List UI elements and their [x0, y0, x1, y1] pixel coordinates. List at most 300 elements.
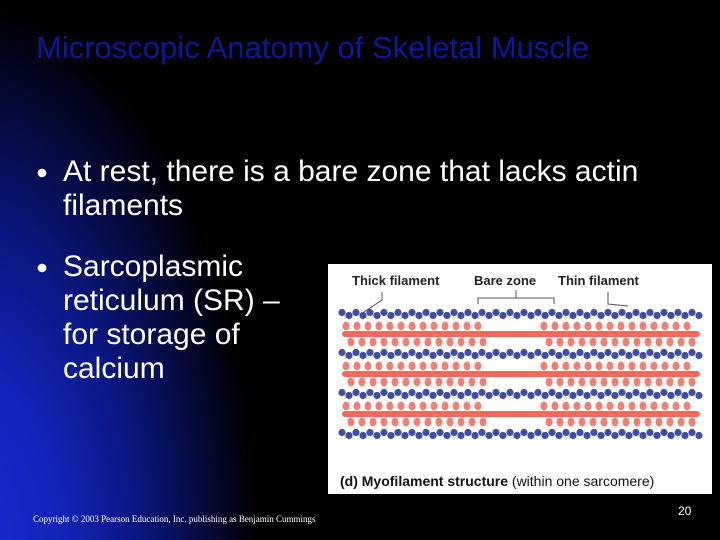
myosin-head — [673, 402, 680, 411]
myosin-head — [601, 418, 608, 427]
myosin-head — [464, 362, 471, 371]
myosin-head — [645, 338, 652, 347]
myosin-head — [359, 418, 366, 427]
actin-bead — [408, 389, 415, 396]
actin-bead — [408, 429, 415, 436]
myosin-head — [376, 402, 383, 411]
myosin-head — [387, 322, 394, 331]
bullet-text: At rest, there is a bare zone that lacks actin filaments — [63, 155, 639, 222]
myosin-head — [689, 338, 696, 347]
myosin-head — [398, 322, 405, 331]
actin-bead — [387, 352, 394, 359]
myosin-head — [480, 378, 487, 387]
actin-bead — [408, 349, 415, 356]
actin-bead — [646, 389, 653, 396]
actin-bead — [506, 389, 513, 396]
myosin-head — [629, 362, 636, 371]
actin-bead — [394, 429, 401, 436]
bare-zone-bracket — [478, 298, 554, 304]
myosin-head — [354, 362, 361, 371]
actin-bead — [373, 432, 380, 439]
actin-bead — [450, 389, 457, 396]
myosin-head — [453, 402, 460, 411]
myosin-head — [607, 362, 614, 371]
actin-bead — [660, 309, 667, 316]
myosin-head — [469, 378, 476, 387]
page-number: 20 — [678, 504, 692, 518]
actin-bead — [632, 349, 639, 356]
myosin-head — [640, 362, 647, 371]
actin-bead — [387, 312, 394, 319]
bullet-text: Sarcoplasmic reticulum (SR) – for storage of calcium — [63, 250, 280, 385]
myosin-head — [667, 378, 674, 387]
actin-bead — [667, 352, 674, 359]
myosin-head — [354, 322, 361, 331]
myosin-head — [585, 402, 592, 411]
actin-bead — [646, 309, 653, 316]
actin-bead — [359, 312, 366, 319]
myosin-head — [480, 418, 487, 427]
myosin-head — [579, 378, 586, 387]
myosin-head — [403, 338, 410, 347]
myosin-head — [370, 338, 377, 347]
actin-bead — [576, 429, 583, 436]
actin-bead — [499, 432, 506, 439]
myosin-head — [590, 378, 597, 387]
myosin-head — [453, 322, 460, 331]
thin-filament — [338, 309, 702, 319]
actin-bead — [366, 349, 373, 356]
actin-bead — [667, 392, 674, 399]
actin-bead — [345, 392, 352, 399]
thick-leader-line — [364, 292, 382, 312]
thick-filament-label: Thick filament — [352, 273, 440, 288]
myosin-head — [596, 402, 603, 411]
actin-bead — [541, 392, 548, 399]
actin-bead — [562, 389, 569, 396]
myosin-head — [431, 402, 438, 411]
actin-bead — [387, 392, 394, 399]
myosin-head — [414, 338, 421, 347]
actin-bead — [674, 429, 681, 436]
myosin-head — [623, 338, 630, 347]
myosin-head — [656, 338, 663, 347]
myosin-head — [343, 322, 350, 331]
actin-bead — [604, 309, 611, 316]
thick-filament — [342, 402, 700, 427]
actin-bead — [618, 429, 625, 436]
myosin-head — [673, 322, 680, 331]
myosin-head — [420, 362, 427, 371]
myosin-head — [574, 362, 581, 371]
myosin-head — [398, 402, 405, 411]
actin-bead — [520, 389, 527, 396]
myosin-head — [370, 418, 377, 427]
actin-bead — [513, 352, 520, 359]
actin-bead — [674, 389, 681, 396]
actin-bead — [457, 392, 464, 399]
actin-bead — [478, 309, 485, 316]
actin-bead — [450, 429, 457, 436]
actin-bead — [583, 432, 590, 439]
actin-bead — [632, 309, 639, 316]
actin-bead — [471, 432, 478, 439]
myosin-head — [662, 362, 669, 371]
myosin-head — [689, 418, 696, 427]
myosin-head — [409, 322, 416, 331]
myosin-head — [414, 378, 421, 387]
myosin-head — [568, 378, 575, 387]
actin-bead — [436, 309, 443, 316]
actin-bead — [541, 432, 548, 439]
myosin-head — [392, 418, 399, 427]
actin-bead — [534, 429, 541, 436]
myosin-head — [684, 362, 691, 371]
actin-bead — [632, 389, 639, 396]
myosin-head — [414, 418, 421, 427]
myosin-head — [475, 362, 482, 371]
actin-bead — [611, 312, 618, 319]
myosin-head — [403, 378, 410, 387]
actin-bead — [464, 309, 471, 316]
actin-bead — [506, 309, 513, 316]
myosin-head — [678, 378, 685, 387]
actin-bead — [394, 349, 401, 356]
actin-bead — [373, 352, 380, 359]
actin-bead — [541, 312, 548, 319]
actin-bead — [653, 432, 660, 439]
actin-bead — [429, 432, 436, 439]
actin-bead — [457, 352, 464, 359]
myosin-head — [475, 402, 482, 411]
myofilament-figure — [328, 264, 712, 494]
myosin-head — [365, 322, 372, 331]
actin-bead — [555, 352, 562, 359]
myosin-head — [618, 362, 625, 371]
actin-bead — [527, 392, 534, 399]
actin-bead — [366, 309, 373, 316]
actin-bead — [695, 352, 702, 359]
myosin-head — [387, 362, 394, 371]
actin-bead — [681, 432, 688, 439]
actin-bead — [415, 312, 422, 319]
myosin-head — [678, 418, 685, 427]
myosin-head — [629, 402, 636, 411]
actin-bead — [520, 429, 527, 436]
actin-bead — [338, 429, 345, 436]
myosin-head — [348, 338, 355, 347]
myosin-head — [376, 322, 383, 331]
actin-bead — [688, 309, 695, 316]
actin-bead — [520, 309, 527, 316]
actin-bead — [653, 392, 660, 399]
actin-bead — [590, 349, 597, 356]
actin-bead — [422, 349, 429, 356]
myosin-head — [420, 402, 427, 411]
myosin-head — [431, 362, 438, 371]
myosin-head — [662, 322, 669, 331]
actin-bead — [352, 349, 359, 356]
actin-bead — [597, 392, 604, 399]
myosin-head — [596, 322, 603, 331]
actin-bead — [597, 352, 604, 359]
actin-bead — [611, 432, 618, 439]
actin-bead — [660, 389, 667, 396]
myosin-head — [552, 322, 559, 331]
actin-bead — [639, 352, 646, 359]
actin-bead — [380, 389, 387, 396]
myosin-head — [563, 362, 570, 371]
myosin-head — [640, 402, 647, 411]
actin-bead — [345, 312, 352, 319]
myosin-head — [585, 322, 592, 331]
actin-bead — [681, 352, 688, 359]
actin-bead — [345, 352, 352, 359]
actin-bead — [695, 392, 702, 399]
caption-bold: (d) Myofilament structure — [340, 473, 509, 489]
myosin-head — [348, 418, 355, 427]
actin-bead — [527, 352, 534, 359]
actin-bead — [408, 309, 415, 316]
thick-filament — [342, 322, 700, 347]
myosin-head — [458, 378, 465, 387]
actin-bead — [478, 349, 485, 356]
actin-bead — [513, 312, 520, 319]
myosin-head — [442, 362, 449, 371]
actin-bead — [415, 392, 422, 399]
actin-bead — [555, 312, 562, 319]
thick-filament-shaft — [342, 331, 700, 337]
myosin-head — [464, 322, 471, 331]
actin-bead — [653, 352, 660, 359]
myosin-head — [640, 322, 647, 331]
actin-bead — [401, 392, 408, 399]
actin-bead — [576, 309, 583, 316]
myosin-head — [392, 378, 399, 387]
actin-bead — [562, 349, 569, 356]
actin-bead — [499, 352, 506, 359]
actin-bead — [352, 429, 359, 436]
myosin-head — [343, 362, 350, 371]
myosin-head — [370, 378, 377, 387]
myosin-head — [563, 322, 570, 331]
myosin-head — [612, 378, 619, 387]
actin-bead — [625, 352, 632, 359]
thin-filament — [338, 389, 702, 399]
myosin-head — [662, 402, 669, 411]
actin-bead — [527, 432, 534, 439]
myosin-head — [453, 362, 460, 371]
myosin-head — [348, 378, 355, 387]
actin-bead — [429, 352, 436, 359]
actin-bead — [443, 352, 450, 359]
actin-bead — [359, 392, 366, 399]
myosin-head — [634, 338, 641, 347]
actin-bead — [422, 309, 429, 316]
myosin-head — [425, 378, 432, 387]
myosin-head — [678, 338, 685, 347]
actin-bead — [569, 432, 576, 439]
bullet-item-bare-zone — [37, 155, 683, 223]
caption-rest: (within one sarcomere) — [508, 473, 655, 489]
myosin-head — [568, 338, 575, 347]
myosin-head — [398, 362, 405, 371]
myosin-head — [684, 402, 691, 411]
actin-bead — [499, 312, 506, 319]
actin-bead — [618, 389, 625, 396]
actin-bead — [639, 432, 646, 439]
actin-bead — [625, 312, 632, 319]
myosin-head — [684, 322, 691, 331]
actin-bead — [380, 429, 387, 436]
actin-bead — [590, 309, 597, 316]
myosin-head — [568, 418, 575, 427]
actin-bead — [548, 349, 555, 356]
actin-bead — [443, 392, 450, 399]
thin-leader-line — [608, 292, 628, 306]
actin-bead — [499, 392, 506, 399]
actin-bead — [436, 429, 443, 436]
actin-bead — [506, 429, 513, 436]
actin-bead — [555, 432, 562, 439]
myosin-head — [381, 338, 388, 347]
actin-bead — [520, 349, 527, 356]
thin-filament-label: Thin filament — [558, 273, 639, 288]
actin-bead — [576, 389, 583, 396]
myosin-head — [541, 402, 548, 411]
myosin-head — [673, 362, 680, 371]
actin-bead — [506, 349, 513, 356]
myosin-head — [354, 402, 361, 411]
myosin-head — [634, 418, 641, 427]
figure-caption — [340, 473, 654, 489]
myosin-head — [656, 418, 663, 427]
myosin-head — [607, 402, 614, 411]
actin-bead — [352, 389, 359, 396]
actin-bead — [569, 312, 576, 319]
myosin-head — [607, 322, 614, 331]
myosin-head — [596, 362, 603, 371]
myosin-head — [541, 362, 548, 371]
myosin-head — [618, 402, 625, 411]
actin-bead — [492, 309, 499, 316]
actin-bead — [366, 389, 373, 396]
actin-bead — [485, 432, 492, 439]
bullet-dot-icon: ⦁ — [37, 256, 47, 278]
myosin-head — [546, 378, 553, 387]
actin-bead — [450, 349, 457, 356]
actin-bead — [338, 389, 345, 396]
myosin-head — [480, 338, 487, 347]
myosin-head — [601, 378, 608, 387]
actin-bead — [457, 312, 464, 319]
actin-bead — [338, 349, 345, 356]
myosin-head — [365, 402, 372, 411]
actin-bead — [485, 312, 492, 319]
myosin-head — [409, 362, 416, 371]
copyright-notice: Copyright © 2003 Pearson Education, Inc. publishing as Benjamin Cummings — [33, 514, 316, 524]
actin-bead — [541, 352, 548, 359]
myosin-head — [645, 378, 652, 387]
actin-bead — [688, 429, 695, 436]
actin-bead — [450, 309, 457, 316]
myosin-head — [612, 338, 619, 347]
actin-bead — [688, 349, 695, 356]
bullet-item-sarcoplasmic-reticulum — [37, 250, 303, 386]
myosin-head — [612, 418, 619, 427]
actin-bead — [485, 392, 492, 399]
myosin-head — [601, 338, 608, 347]
myosin-head — [442, 402, 449, 411]
myosin-head — [656, 378, 663, 387]
myosin-head — [464, 402, 471, 411]
myosin-head — [387, 402, 394, 411]
myosin-head — [667, 338, 674, 347]
myosin-head — [552, 362, 559, 371]
actin-bead — [457, 432, 464, 439]
actin-bead — [415, 432, 422, 439]
actin-bead — [639, 392, 646, 399]
bullet-dot-icon: ⦁ — [37, 161, 47, 183]
actin-bead — [380, 309, 387, 316]
myosin-head — [557, 378, 564, 387]
myosin-head — [579, 418, 586, 427]
myosin-head — [403, 418, 410, 427]
actin-bead — [548, 309, 555, 316]
myosin-head — [392, 338, 399, 347]
actin-bead — [492, 429, 499, 436]
actin-bead — [436, 389, 443, 396]
actin-bead — [583, 392, 590, 399]
actin-bead — [429, 312, 436, 319]
actin-bead — [674, 349, 681, 356]
myosin-head — [376, 362, 383, 371]
actin-bead — [583, 312, 590, 319]
actin-bead — [415, 352, 422, 359]
myosin-head — [541, 322, 548, 331]
myosin-head — [458, 338, 465, 347]
actin-bead — [653, 312, 660, 319]
actin-bead — [429, 392, 436, 399]
actin-bead — [401, 352, 408, 359]
myosin-head — [458, 418, 465, 427]
myosin-head — [689, 378, 696, 387]
actin-bead — [436, 349, 443, 356]
actin-bead — [597, 312, 604, 319]
actin-bead — [478, 389, 485, 396]
myosin-head — [436, 378, 443, 387]
actin-bead — [667, 312, 674, 319]
actin-bead — [387, 432, 394, 439]
myosin-head — [359, 338, 366, 347]
actin-bead — [534, 389, 541, 396]
myosin-head — [667, 418, 674, 427]
actin-bead — [681, 312, 688, 319]
slide-title: Microscopic Anatomy of Skeletal Muscle — [36, 30, 590, 65]
actin-bead — [611, 392, 618, 399]
actin-bead — [492, 389, 499, 396]
myosin-head — [436, 418, 443, 427]
myosin-head — [651, 362, 658, 371]
actin-bead — [492, 349, 499, 356]
myosin-head — [634, 378, 641, 387]
actin-bead — [380, 349, 387, 356]
myosin-head — [447, 338, 454, 347]
actin-bead — [625, 392, 632, 399]
actin-bead — [611, 352, 618, 359]
myosin-head — [436, 338, 443, 347]
actin-bead — [604, 429, 611, 436]
